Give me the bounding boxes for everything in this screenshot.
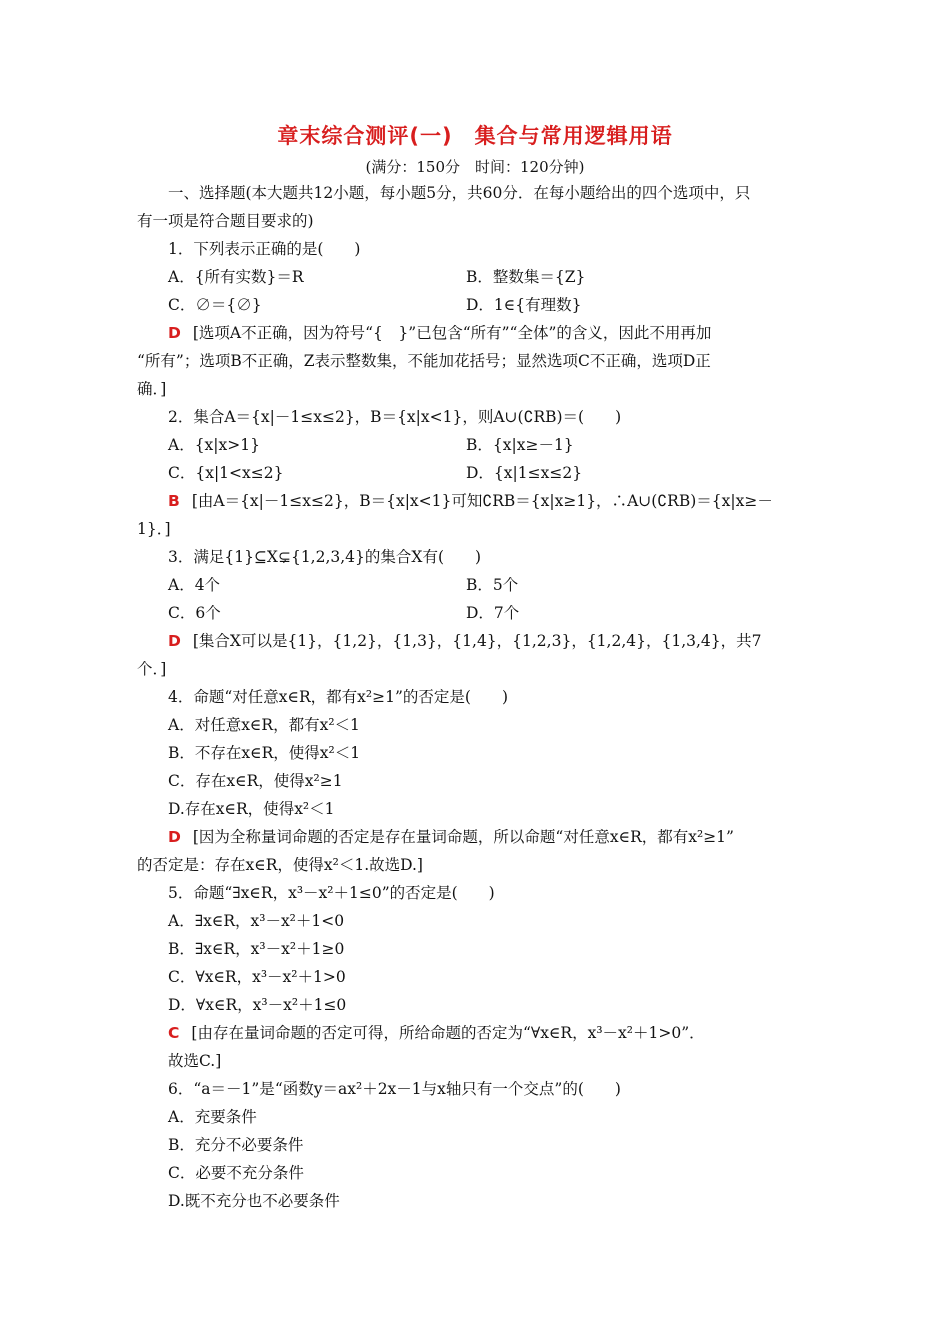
question-1-option-d: D．1∈{有理数}	[466, 296, 582, 314]
question-1-option-b: B．整数集＝{Z}	[466, 268, 586, 286]
page-title: 章末综合测评(一) 集合与常用逻辑用语	[277, 124, 673, 148]
question-6-option-d: D.既不充分也不必要条件	[168, 1192, 340, 1210]
question-1-stem: 1．下列表示正确的是( )	[168, 240, 361, 258]
question-1-explanation-line2: “所有”；选项B不正确，Z表示整数集，不能加花括号；显然选项C不正确，选项D正	[137, 352, 711, 370]
question-2-explanation-line2: 1}．]	[137, 520, 171, 538]
question-4-option-b: B．不存在x∈R，使得x²＜1	[168, 744, 361, 762]
question-4-option-c: C．存在x∈R，使得x²≥1	[168, 772, 343, 790]
question-2-option-a: A．{x|x>1}	[168, 436, 260, 454]
question-3-explanation-line2: 个．]	[137, 660, 167, 678]
question-5-option-b: B．∃x∈R，x³－x²＋1≥0	[168, 940, 345, 958]
question-3-answer: D	[168, 632, 181, 650]
question-5-option-d: D．∀x∈R，x³－x²＋1≤0	[168, 996, 347, 1014]
question-5-option-a: A．∃x∈R，x³－x²＋1<0	[168, 912, 345, 930]
question-4-explanation-line2: 的否定是：存在x∈R，使得x²＜1.故选D.]	[137, 856, 423, 874]
question-6-option-a: A．充要条件	[168, 1108, 257, 1126]
question-4-answer: D	[168, 828, 181, 846]
question-6-stem: 6．“a＝－1”是“函数y＝ax²＋2x－1与x轴只有一个交点”的( )	[168, 1080, 621, 1098]
page-subtitle: (满分：150分 时间：120分钟)	[365, 158, 585, 176]
question-5-explanation-line1: C [由存在量词命题的否定可得，所给命题的否定为“∀x∈R，x³－x²＋1>0”．	[168, 1024, 705, 1042]
question-5-stem: 5．命题“∃x∈R，x³－x²＋1≤0”的否定是( )	[168, 884, 495, 902]
question-6-option-c: C．必要不充分条件	[168, 1164, 304, 1182]
question-2-option-d: D．{x|1≤x≤2}	[466, 464, 583, 482]
question-1-option-a: A．{所有实数}＝R	[168, 268, 304, 286]
question-3-option-d: D．7个	[466, 604, 520, 622]
question-6-option-b: B．充分不必要条件	[168, 1136, 304, 1154]
question-2-explanation-line1: B [由A＝{x|－1≤x≤2}，B＝{x|x<1}可知∁RB＝{x|x≥1}，∴A∪(∁RB)＝{x|x≥－	[168, 492, 773, 510]
question-2-option-c: C．{x|1<x≤2}	[168, 464, 284, 482]
question-3-option-c: C．6个	[168, 604, 221, 622]
question-3-option-b: B．5个	[466, 576, 519, 594]
question-1-explanation-line1: D [选项A不正确，因为符号“{ }”已包含“所有”“全体”的含义，因此不用再加	[168, 324, 712, 342]
question-3-option-a: A．4个	[168, 576, 221, 594]
question-3-explanation-line1: D [集合X可以是{1}，{1,2}，{1,3}，{1,4}，{1,2,3}，{1,2,4}，{1,3,4}，共7	[168, 632, 762, 650]
question-5-option-c: C．∀x∈R，x³－x²＋1>0	[168, 968, 346, 986]
question-4-option-a: A．对任意x∈R，都有x²＜1	[168, 716, 360, 734]
question-2-option-b: B．{x|x≥－1}	[466, 436, 574, 454]
question-3-stem: 3．满足{1}⊆X⊊{1,2,3,4}的集合X有( )	[168, 548, 482, 566]
section-intro-line2: 有一项是符合题目要求的)	[137, 212, 314, 230]
question-1-option-c: C．∅＝{∅}	[168, 296, 262, 314]
question-2-answer: B	[168, 492, 180, 510]
section-intro-line1: 一、选择题(本大题共12小题，每小题5分，共60分．在每小题给出的四个选项中，只	[168, 184, 751, 202]
question-5-explanation-line2: 故选C.]	[168, 1052, 222, 1070]
question-1-answer: D	[168, 324, 181, 342]
question-4-option-d: D.存在x∈R，使得x²＜1	[168, 800, 335, 818]
question-2-stem: 2．集合A＝{x|－1≤x≤2}，B＝{x|x<1}，则A∪(∁RB)＝( )	[168, 408, 622, 426]
question-1-explanation-line3: 确．]	[137, 380, 167, 398]
question-4-stem: 4．命题“对任意x∈R，都有x²≥1”的否定是( )	[168, 688, 508, 706]
question-5-answer: C	[168, 1024, 180, 1042]
question-4-explanation-line1: D [因为全称量词命题的否定是存在量词命题，所以命题“对任意x∈R，都有x²≥1”	[168, 828, 734, 846]
